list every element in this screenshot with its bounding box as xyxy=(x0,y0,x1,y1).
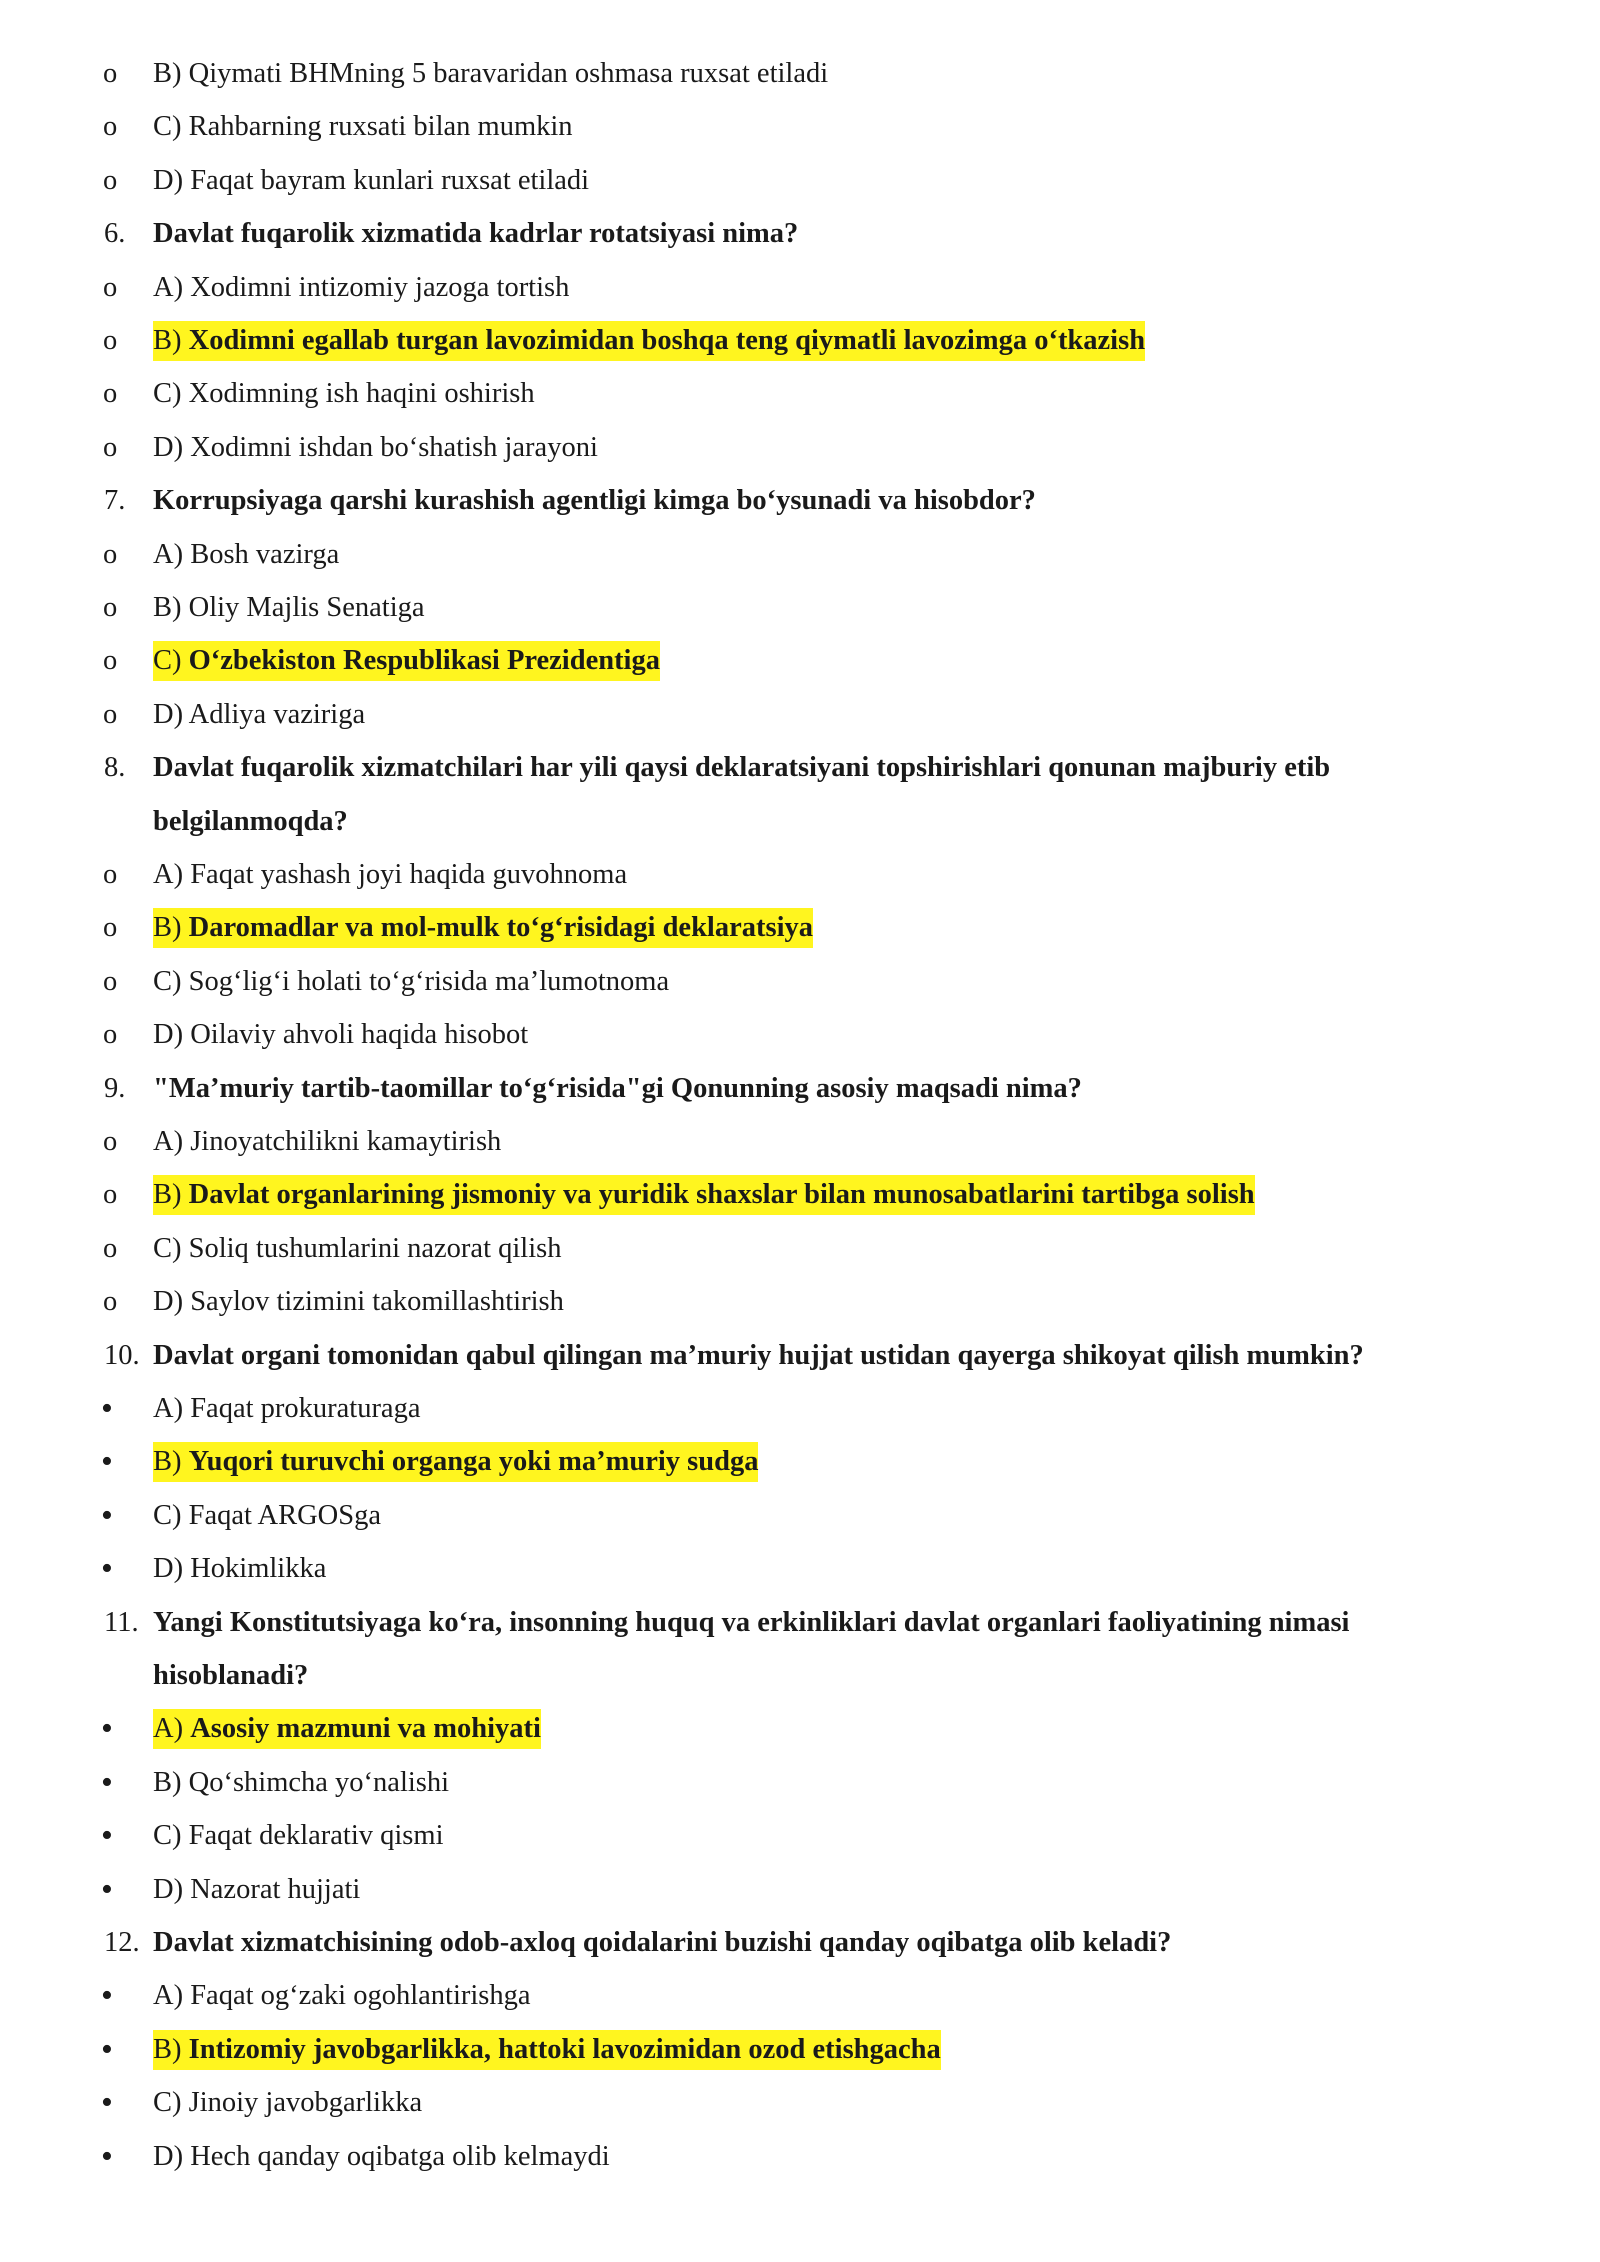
option-content xyxy=(153,2137,610,2177)
question-text: Korrupsiyaga qarshi kurashish agentligi kimga bo‘ysunadi va hisobdor? xyxy=(153,485,1036,517)
bullet-marker: • xyxy=(101,1763,113,1801)
question-number: 8. xyxy=(104,752,126,784)
circle-marker: o xyxy=(103,538,118,570)
option-content xyxy=(153,1282,564,1322)
option-letter: D) xyxy=(153,431,184,463)
option-content xyxy=(153,962,669,1002)
option-text: Faqat yashash joyi haqida guvohnoma xyxy=(190,859,628,890)
option-letter: A) xyxy=(153,859,184,890)
option-content xyxy=(153,268,569,308)
circle-marker: o xyxy=(103,325,118,356)
bullet-marker: • xyxy=(101,1817,113,1855)
option-text: Oilaviy ahvoli haqida hisobot xyxy=(190,1019,529,1051)
option-text: Qo‘shimcha yo‘nalishi xyxy=(188,1766,450,1798)
option-letter: B) xyxy=(153,1446,182,1478)
option-text: Adliya vaziriga xyxy=(188,698,366,730)
circle-marker: o xyxy=(103,111,118,143)
option-content xyxy=(153,1122,501,1162)
option-letter: B) xyxy=(153,58,182,89)
option-content xyxy=(153,908,813,948)
option-letter: C) xyxy=(153,2087,182,2119)
option-content xyxy=(153,641,660,681)
option-text: Nazorat hujjati xyxy=(190,1873,361,1905)
option-content xyxy=(153,1709,541,1749)
question-text: "Ma’muriy tartib-taomillar to‘g‘risida"gi Qonunning asosiy maqsadi nima? xyxy=(153,1072,1082,1104)
circle-marker: o xyxy=(103,1019,118,1051)
option-letter: A) xyxy=(153,1126,184,1157)
option-text: Asosiy mazmuni va mohiyati xyxy=(190,1713,541,1745)
option-content xyxy=(153,1496,381,1536)
bullet-marker: • xyxy=(101,1550,113,1588)
question-number: 6. xyxy=(104,218,126,250)
option-content xyxy=(153,161,589,201)
circle-marker: o xyxy=(103,592,118,623)
bullet-marker: • xyxy=(101,1390,113,1427)
option-text: Faqat prokuraturaga xyxy=(190,1393,421,1424)
option-text: Soliq tushumlarini nazorat qilish xyxy=(188,1232,562,1264)
bullet-marker: • xyxy=(101,2030,113,2068)
option-text: Rahbarning ruxsati bilan mumkin xyxy=(188,111,573,143)
option-letter: C) xyxy=(153,965,182,997)
option-letter: B) xyxy=(153,592,182,623)
question-text: belgilanmoqda? xyxy=(153,805,348,837)
option-text: Oliy Majlis Senatiga xyxy=(188,592,425,623)
circle-marker: o xyxy=(103,164,118,196)
option-letter: C) xyxy=(153,378,182,410)
circle-marker: o xyxy=(103,1179,118,1211)
option-letter: D) xyxy=(153,698,184,730)
circle-marker: o xyxy=(103,965,118,997)
option-content xyxy=(153,1229,561,1269)
question-number: 7. xyxy=(104,485,126,517)
option-content xyxy=(153,1816,443,1856)
option-content xyxy=(153,1442,758,1482)
option-text: Davlat organlarining jismoniy va yuridik shaxslar bilan munosabatlarini tartibga solish xyxy=(188,1179,1255,1211)
option-text: Sog‘lig‘i holati to‘g‘risida ma’lumotnoma xyxy=(188,965,670,997)
circle-marker: o xyxy=(103,271,118,303)
option-content xyxy=(153,1389,421,1429)
option-text: Daromadlar va mol-mulk to‘g‘risidagi deklaratsiya xyxy=(188,912,813,944)
bullet-marker: • xyxy=(101,2137,113,2175)
option-content xyxy=(153,107,573,147)
option-text: Faqat og‘zaki ogohlantirishga xyxy=(190,1980,531,2012)
option-letter: C) xyxy=(153,111,182,143)
option-letter: B) xyxy=(153,1766,182,1798)
question-text: Davlat fuqarolik xizmatida kadrlar rotatsiyasi nima? xyxy=(153,218,799,250)
option-content xyxy=(153,855,627,895)
question-text: Yangi Konstitutsiyaga ko‘ra, insonning huquq va erkinliklari davlat organlari faoliyatining nimasi xyxy=(153,1606,1350,1638)
circle-marker: o xyxy=(103,1126,118,1157)
option-content xyxy=(153,1549,326,1589)
option-text: Xodimning ish haqini oshirish xyxy=(188,378,535,410)
option-letter: A) xyxy=(153,1980,184,2012)
question-number: 10. xyxy=(104,1339,140,1371)
circle-marker: o xyxy=(103,58,118,89)
option-text: Faqat ARGOSga xyxy=(188,1499,381,1531)
bullet-marker: • xyxy=(101,1443,113,1481)
option-text: Xodimni intizomiy jazoga tortish xyxy=(190,271,570,303)
option-letter: D) xyxy=(153,1019,184,1051)
option-letter: A) xyxy=(153,1713,184,1745)
option-letter: B) xyxy=(153,2033,182,2065)
option-letter: C) xyxy=(153,1232,182,1264)
option-text: Xodimni egallab turgan lavozimidan boshqa teng qiymatli lavozimga o‘tkazish xyxy=(188,325,1146,356)
option-letter: C) xyxy=(153,1499,182,1531)
question-number: 9. xyxy=(104,1072,126,1104)
option-text: Hokimlikka xyxy=(190,1553,327,1585)
circle-marker: o xyxy=(103,645,118,677)
option-letter: D) xyxy=(153,1286,184,1318)
option-letter: C) xyxy=(153,1820,182,1852)
option-content xyxy=(153,588,425,628)
bullet-marker: • xyxy=(101,1496,113,1534)
option-content xyxy=(153,695,365,735)
circle-marker: o xyxy=(103,698,118,730)
option-letter: B) xyxy=(153,1179,182,1211)
option-letter: D) xyxy=(153,164,184,196)
option-content xyxy=(153,2030,941,2070)
option-content xyxy=(153,1175,1255,1215)
option-content xyxy=(153,1015,528,1055)
option-content xyxy=(153,321,1145,361)
option-letter: B) xyxy=(153,912,182,944)
option-content xyxy=(153,54,828,94)
option-content xyxy=(153,535,339,575)
question-text: hisoblanadi? xyxy=(153,1660,309,1691)
option-text: Faqat bayram kunlari ruxsat etiladi xyxy=(190,164,590,196)
circle-marker: o xyxy=(103,859,118,890)
bullet-marker: • xyxy=(101,1870,113,1908)
circle-marker: o xyxy=(103,1232,118,1264)
question-number: 11. xyxy=(104,1606,139,1638)
option-content xyxy=(153,428,598,468)
option-text: Intizomiy javobgarlikka, hattoki lavozimidan ozod etishgacha xyxy=(188,2033,941,2065)
option-letter: D) xyxy=(153,2140,184,2172)
option-text: Yuqori turuvchi organga yoki ma’muriy sudga xyxy=(188,1446,759,1478)
bullet-marker: • xyxy=(101,1977,113,2015)
question-text: Davlat xizmatchisining odob-axloq qoidalarini buzishi qanday oqibatga olib keladi? xyxy=(153,1927,1172,1958)
option-text: Bosh vazirga xyxy=(190,538,340,570)
circle-marker: o xyxy=(103,912,118,944)
option-text: O‘zbekiston Respublikasi Prezidentiga xyxy=(188,645,660,677)
option-content xyxy=(153,374,535,414)
circle-marker: o xyxy=(103,431,118,463)
circle-marker: o xyxy=(103,378,118,410)
option-text: Saylov tizimini takomillashtirish xyxy=(190,1286,564,1318)
bullet-marker: • xyxy=(101,2084,113,2122)
option-letter: A) xyxy=(153,271,184,303)
option-content xyxy=(153,1976,531,2016)
option-letter: C) xyxy=(153,645,182,677)
option-content xyxy=(153,1763,449,1803)
option-text: Qiymati BHMning 5 baravaridan oshmasa ruxsat etiladi xyxy=(188,58,829,89)
question-text: Davlat organi tomonidan qabul qilingan ma’muriy hujjat ustidan qayerga shikoyat qilish mumkin? xyxy=(153,1339,1364,1371)
option-letter: D) xyxy=(153,1553,184,1585)
question-number: 12. xyxy=(104,1927,140,1958)
option-text: Jinoiy javobgarlikka xyxy=(188,2087,423,2119)
option-letter: A) xyxy=(153,538,184,570)
circle-marker: o xyxy=(103,1286,118,1318)
option-text: Jinoyatchilikni kamaytirish xyxy=(190,1126,502,1157)
option-letter: A) xyxy=(153,1393,184,1424)
question-text: Davlat fuqarolik xizmatchilari har yili qaysi deklaratsiyani topshirishlari qonunan majburiy etib xyxy=(153,752,1331,784)
bullet-marker: • xyxy=(101,1710,113,1748)
option-text: Xodimni ishdan bo‘shatish jarayoni xyxy=(190,431,598,463)
option-text: Hech qanday oqibatga olib kelmaydi xyxy=(190,2140,610,2172)
option-content xyxy=(153,1870,360,1910)
option-letter: D) xyxy=(153,1873,184,1905)
option-letter: B) xyxy=(153,325,182,356)
option-content xyxy=(153,2083,422,2123)
option-text: Faqat deklarativ qismi xyxy=(188,1820,444,1852)
